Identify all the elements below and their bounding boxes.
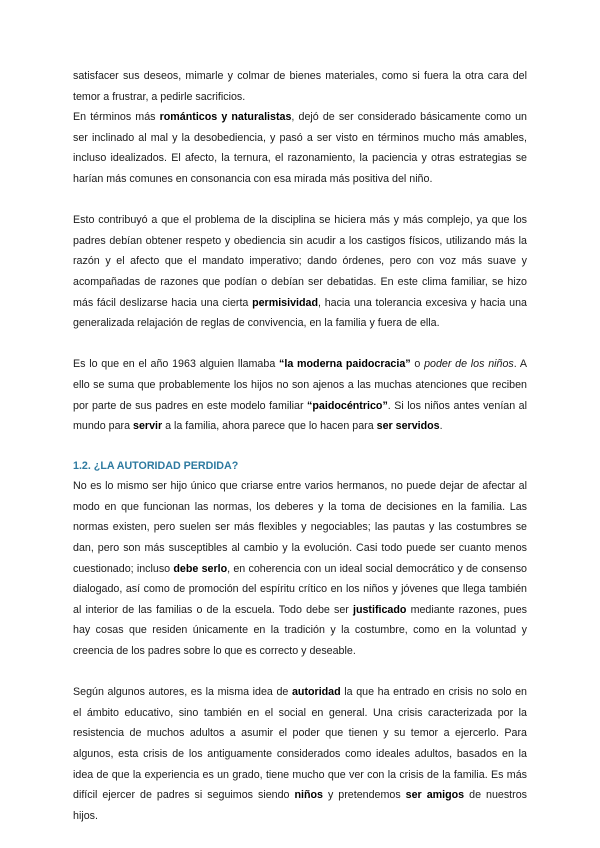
bold-term: justificado bbox=[352, 603, 407, 616]
italic-term: poder de los niños bbox=[424, 358, 514, 371]
bold-term: ser servidos bbox=[376, 420, 440, 433]
paragraph-norms: No es lo mismo ser hijo único que criarse entre varios hermanos, no puede dejar de afectar al modo en que funcionan las normas, los deberes y la toma de decisiones en la familia. Las normas existen, pero suelen ser más flexibles y negociables; las pautas y las costumbres se dan, pero son más susceptibles al cambio y la evolución. Casi todo puede ser cuanto menos cuestionado; incluso debe serlo, en coherencia con un ideal social democrático y de consenso dialogado, así como de promoción del espíritu crítico en los niños y jóvenes que llega también al interior de las familias o de la escuela. Todo debe ser justificado mediante razones, pues hay cosas que residen únicamente en la tradición y la costumbre, como en la voluntad y creencia de los padres sobre lo que es correcto y deseable. bbox=[73, 480, 527, 658]
paragraph-discipline: Esto contribuyó a que el problema de la disciplina se hiciera más y más complejo, ya que los padres debían obtener respeto y obediencia sin acudir a los castigos físicos, utilizando más la razón y el afecto que el mandato imperativo; dando órdenes, pero con voz más suave y acompañadas de razones que podían o debían ser debatidas. En este clima familiar, se hizo más fácil deslizarse hacia una cierta permisividad, hacia una tolerancia excesiva y hacia una generalizada relajación de reglas de convivencia, en la familia y fuera de ella. bbox=[73, 214, 527, 330]
bold-term: ser amigos bbox=[405, 789, 465, 802]
paragraph-authority-crisis: Según algunos autores, es la misma idea de autoridad la que ha entrado en crisis no solo en el ámbito educativo, sino también en el social en general. Una crisis caracterizada por la resistencia de muchos adultos a asumir el poder que tienen y su temor a ejercerlo. Para algunos, esta crisis de los antiguamente considerados como ideales adultos, basados en la idea de que la experiencia es un grado, tiene mucho que ver con la crisis de la familia. Es más difícil ejercer de padres si seguimos siendo niños y pretendemos ser amigos de nuestros hijos. bbox=[73, 686, 527, 822]
bold-term: niños bbox=[294, 789, 323, 802]
section-heading: 1.2. ¿LA AUTORIDAD PERDIDA? bbox=[73, 459, 239, 472]
paragraph-continuation: satisfacer sus deseos, mimarle y colmar de bienes materiales, como si fuera la otra cara del temor a frustrar, a pedirle sacrificios. bbox=[73, 70, 527, 103]
document-page bbox=[73, 66, 527, 826]
bold-term: románticos y naturalistas bbox=[159, 111, 292, 124]
paragraph-romantic-view: En términos más románticos y naturalistas, dejó de ser considerado básicamente como un ser inclinado al mal y la desobediencia, y pasó a ser visto en términos mucho más amables, incluso idealizados. El afecto, la ternura, el razonamiento, la paciencia y otras estrategias se harían más comunes en consonancia con esa mirada más positiva del niño. bbox=[73, 111, 528, 185]
bold-term: servir bbox=[133, 420, 163, 433]
bold-term: permisividad bbox=[252, 296, 319, 309]
bold-term: debe serlo bbox=[173, 562, 228, 575]
bold-term: “paidocéntrico” bbox=[307, 399, 388, 412]
paragraph-paidocracia: Es lo que en el año 1963 alguien llamaba “la moderna paidocracia” o poder de los niños. A ello se suma que probablemente los hijos no son ajenos a las muchas atenciones que reciben por parte de sus padres en este modelo familiar “paidocéntrico”. Si los niños antes venían al mundo para servir a la familia, ahora parece que lo hacen para ser servidos. bbox=[73, 358, 527, 433]
bold-term: “la moderna paidocracia” bbox=[279, 358, 411, 371]
bold-term: autoridad bbox=[291, 686, 341, 699]
